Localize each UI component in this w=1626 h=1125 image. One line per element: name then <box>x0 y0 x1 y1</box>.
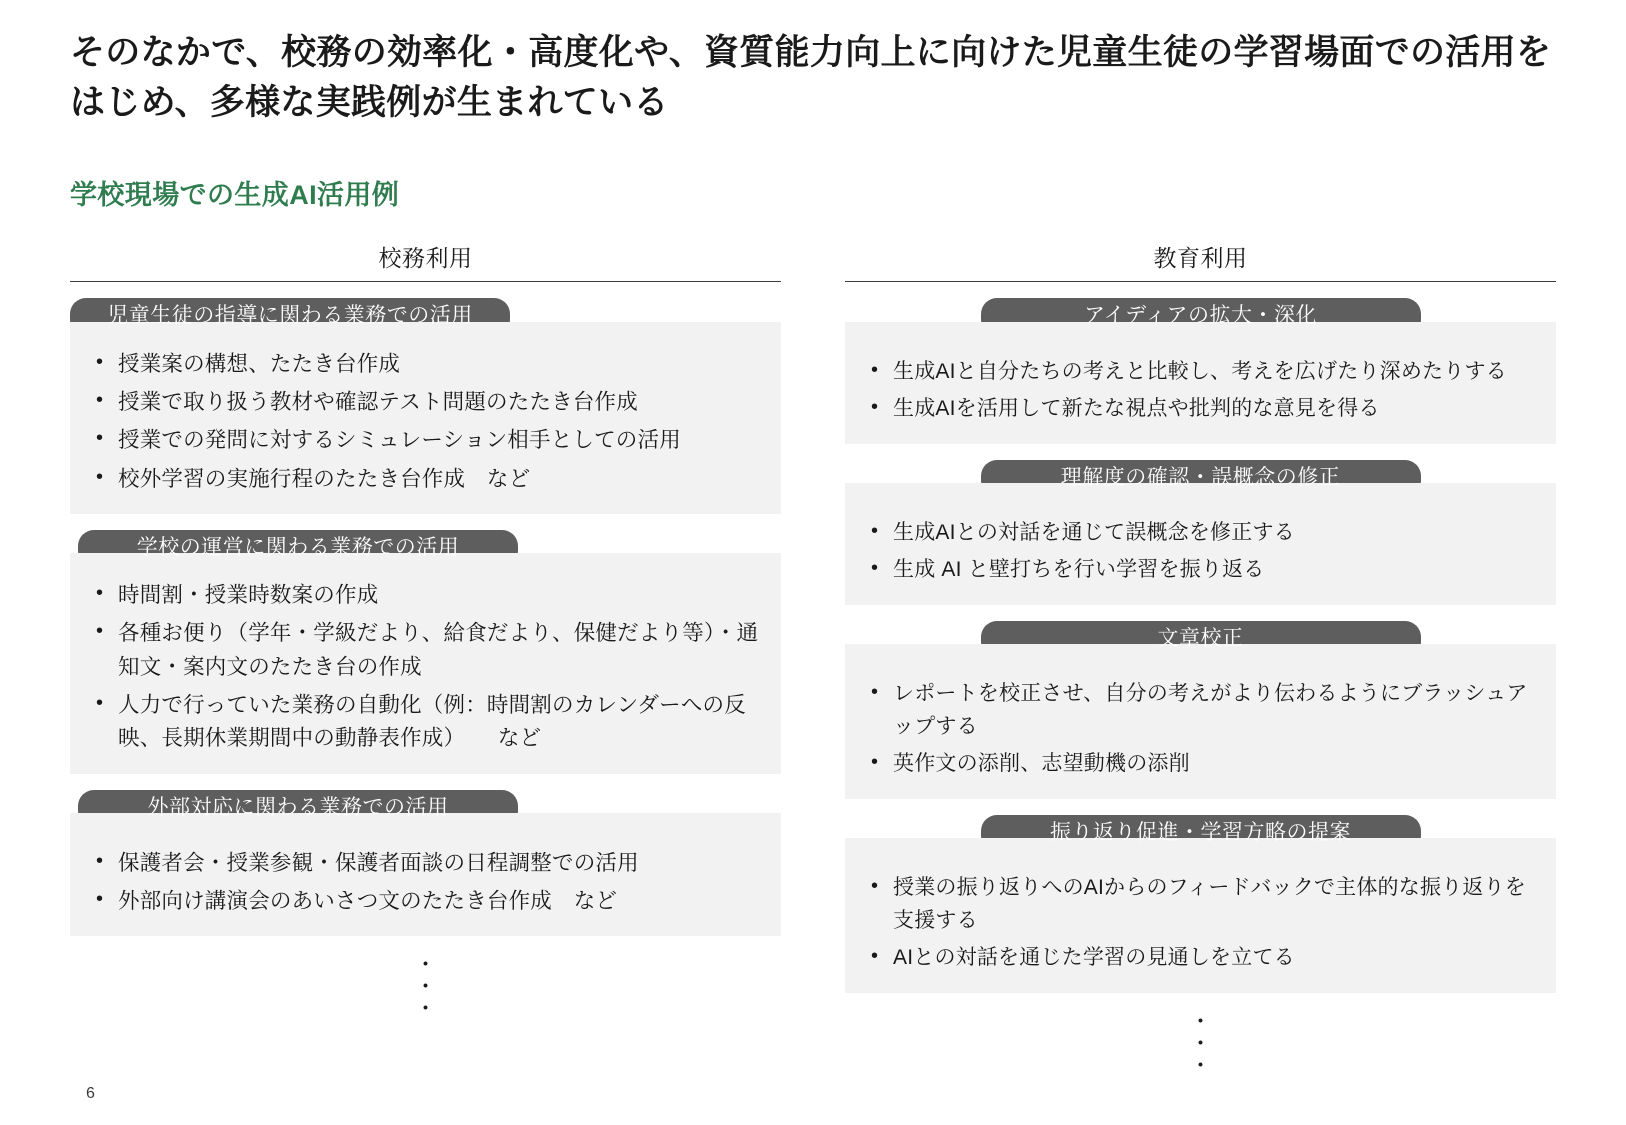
group-reflection <box>845 815 1556 993</box>
continuation-dots-left: ・ ・ ・ <box>414 952 437 1022</box>
list-item: • 生成AIとの対話を通じて誤概念を修正する <box>863 517 1538 550</box>
group-body-comprehension-check <box>845 483 1556 605</box>
list-item: • 授業案の構想、たたき台作成 <box>88 348 763 381</box>
group-body-administration <box>70 553 781 774</box>
section-subtitle: 学校現場での生成AI活用例 <box>70 180 400 211</box>
list-item: • 生成AIと自分たちの考えと比較し、考えを広げたり深めたりする <box>863 356 1538 389</box>
list-item: • 人力で行っていた業務の自動化（例：時間割のカレンダーへの反映、長期休業期間中の動静表作成） など <box>88 689 763 756</box>
page-number: 6 <box>86 1085 95 1102</box>
list-guidance <box>88 348 763 496</box>
columns-container <box>70 240 1556 1076</box>
group-proofreading <box>845 621 1556 799</box>
continuation-dots-right: ・ ・ ・ <box>1189 1008 1212 1078</box>
group-pill-guidance: 児童生徒の指導に関わる業務での活用 <box>70 298 510 335</box>
group-administration <box>70 530 781 774</box>
list-item: • 校外学習の実施行程のたたき台作成 など <box>88 463 763 496</box>
group-external <box>70 790 781 937</box>
list-item: • 外部向け講演会のあいさつ文のたたき台作成 など <box>88 885 763 918</box>
column-heading-school-affairs: 校務利用 <box>70 240 781 282</box>
group-body-proofreading <box>845 644 1556 799</box>
page-title: そのなかで、校務の効率化・高度化や、資質能力向上に向けた児童生徒の学習場面での活用をはじめ、多様な実践例が生まれている <box>70 33 1552 122</box>
group-pill-comprehension-check: 理解度の確認・誤概念の修正 <box>981 460 1421 497</box>
group-body-guidance <box>70 322 781 514</box>
list-item: • 授業の振り返りへのAIからのフィードバックで主体的な振り返りを支援する <box>863 872 1538 937</box>
list-comprehension-check <box>863 517 1538 587</box>
list-item: • 保護者会・授業参観・保護者面談の日程調整での活用 <box>88 847 763 880</box>
group-pill-reflection: 振り返り促進・学習方略の提案 <box>981 815 1421 852</box>
group-comprehension-check <box>845 460 1556 605</box>
list-idea-expansion <box>863 356 1538 426</box>
list-external <box>88 847 763 919</box>
column-educational-use <box>845 240 1556 1076</box>
list-item: • 生成 AI と壁打ちを行い学習を振り返る <box>863 554 1538 587</box>
group-idea-expansion <box>845 298 1556 443</box>
list-item: • 各種お便り（学年・学級だより、給食だより、保健だより等）・通知文・案内文のたたき台の作成 <box>88 617 763 684</box>
group-pill-administration: 学校の運営に関わる業務での活用 <box>78 530 518 567</box>
list-item: • AIとの対話を通じた学習の見通しを立てる <box>863 942 1538 975</box>
list-item: • 授業での発問に対するシミュレーション相手としての活用 <box>88 424 763 457</box>
column-heading-educational-use: 教育利用 <box>845 240 1556 282</box>
list-proofreading <box>863 678 1538 781</box>
list-reflection <box>863 872 1538 975</box>
group-pill-idea-expansion: アイディアの拡大・深化 <box>981 298 1421 335</box>
list-item: • 時間割・授業時数案の作成 <box>88 579 763 612</box>
column-school-affairs <box>70 240 781 1076</box>
group-guidance <box>70 298 781 513</box>
list-item: • 授業で取り扱う教材や確認テスト問題のたたき台作成 <box>88 386 763 419</box>
list-item: • 英作文の添削、志望動機の添削 <box>863 748 1538 781</box>
list-item: • 生成AIを活用して新たな視点や批判的な意見を得る <box>863 393 1538 426</box>
group-pill-external: 外部対応に関わる業務での活用 <box>78 790 518 827</box>
group-pill-proofreading: 文章校正 <box>981 621 1421 658</box>
list-item: • レポートを校正させ、自分の考えがより伝わるようにブラッシュアップする <box>863 678 1538 743</box>
group-body-idea-expansion <box>845 322 1556 444</box>
group-body-reflection <box>845 838 1556 993</box>
group-body-external <box>70 813 781 937</box>
list-administration <box>88 579 763 756</box>
